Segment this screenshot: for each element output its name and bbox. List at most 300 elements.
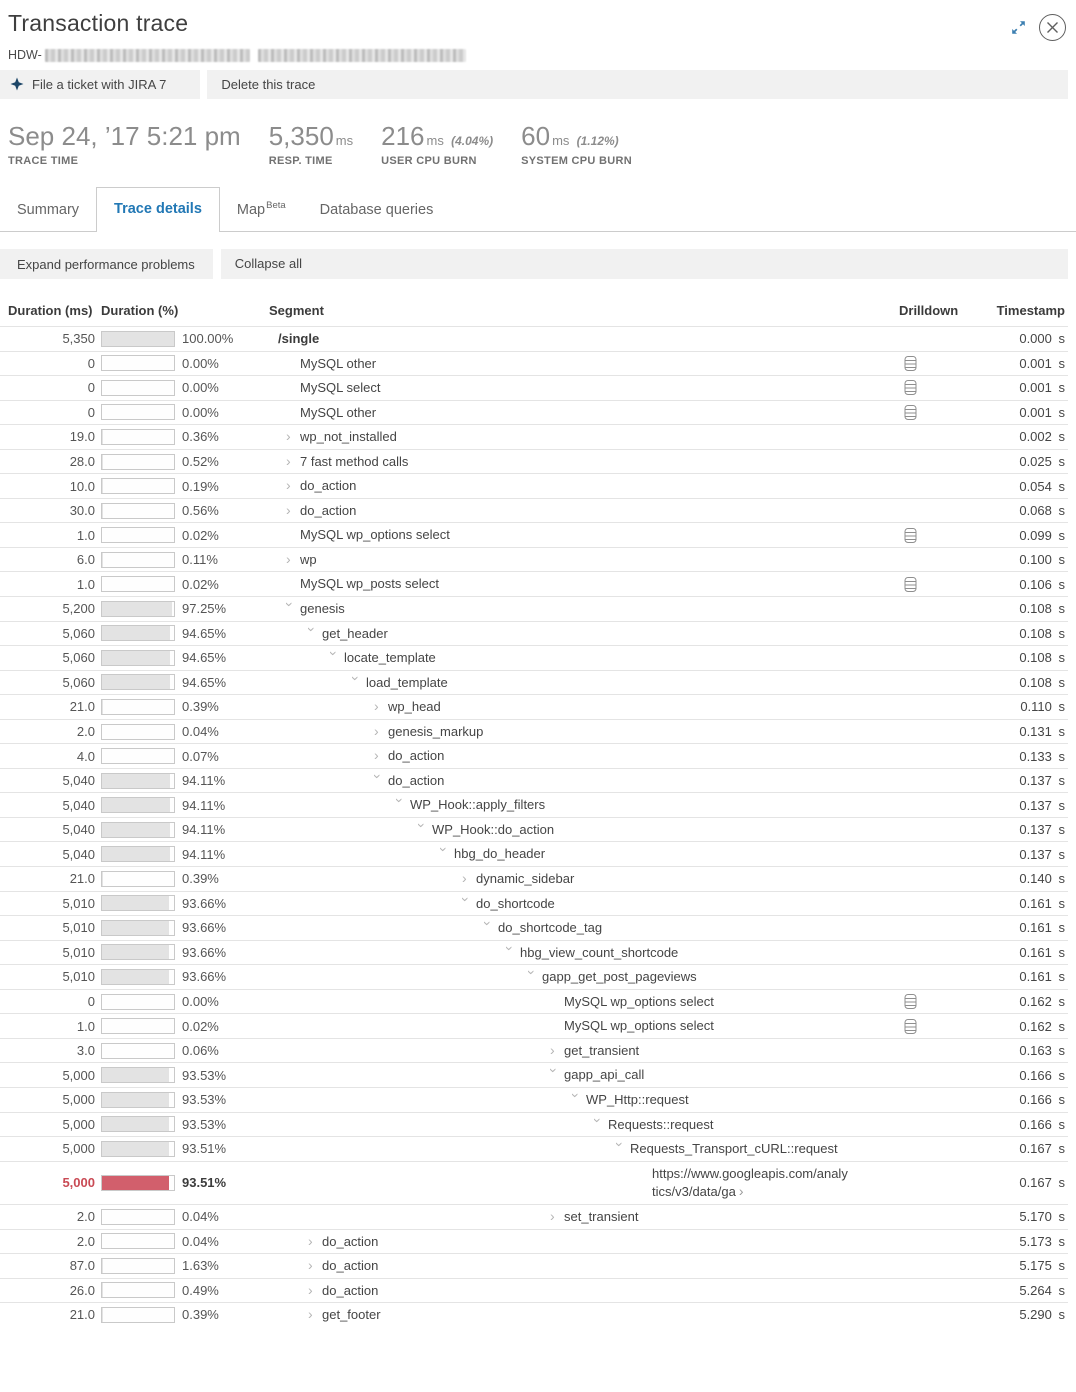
beta-badge: Beta xyxy=(266,200,286,212)
chevron-right-icon[interactable]: › xyxy=(286,501,291,518)
timestamp-value: 0.161 s xyxy=(1019,969,1065,985)
table-row[interactable] xyxy=(0,1062,1068,1087)
col-duration-pct: Duration (%) xyxy=(101,303,179,318)
segment-label: wp_head xyxy=(388,699,441,715)
tab-database-queries[interactable]: Database queries xyxy=(319,202,434,218)
segment-label: do_action xyxy=(388,772,445,788)
table-row[interactable] xyxy=(0,940,1068,965)
segment-label: do_action xyxy=(300,478,357,494)
duration-percent-value: 0.00% xyxy=(182,380,219,396)
chevron-right-icon[interactable]: › xyxy=(550,1208,555,1225)
segment-label: load_template xyxy=(366,674,448,690)
timestamp-value: 0.108 s xyxy=(1019,625,1065,641)
table-row[interactable] xyxy=(0,719,1068,744)
table-row[interactable] xyxy=(0,449,1068,474)
duration-percent-value: 0.11% xyxy=(182,552,218,568)
timestamp-value: 0.131 s xyxy=(1019,724,1065,740)
duration-ms-value: 5,350 xyxy=(62,331,95,347)
duration-ms-value: 5,010 xyxy=(62,920,95,936)
table-row[interactable] xyxy=(0,547,1068,572)
duration-percent-bar xyxy=(101,355,175,371)
segment-cell xyxy=(262,1063,893,1087)
segment-cell xyxy=(262,622,893,646)
tab-summary[interactable]: Summary xyxy=(17,202,80,218)
segment-cell xyxy=(262,793,893,817)
database-icon[interactable] xyxy=(904,404,917,421)
duration-percent-value: 0.39% xyxy=(182,1307,219,1323)
duration-ms-value: 21.0 xyxy=(69,699,95,715)
table-row[interactable] xyxy=(0,1161,1068,1204)
timestamp-value: 0.054 s xyxy=(1019,478,1065,494)
expand-performance-problems-button[interactable]: Expand performance problems xyxy=(0,249,213,279)
duration-percent-bar xyxy=(101,552,175,568)
chevron-right-icon[interactable]: › xyxy=(462,870,467,887)
duration-percent-bar xyxy=(101,699,175,715)
duration-percent-value: 93.66% xyxy=(182,969,227,985)
duration-percent-bar xyxy=(101,429,175,445)
duration-percent-value: 0.00% xyxy=(182,994,219,1010)
duration-percent-value: 94.65% xyxy=(182,650,227,666)
timestamp-value: 0.166 s xyxy=(1019,1116,1065,1132)
segment-cell xyxy=(262,916,893,940)
database-icon[interactable] xyxy=(904,993,917,1010)
duration-percent-bar xyxy=(101,454,175,470)
duration-percent-bar xyxy=(101,822,175,838)
table-row[interactable] xyxy=(0,621,1068,646)
timestamp-value: 0.108 s xyxy=(1019,601,1065,617)
duration-percent-bar xyxy=(101,1209,175,1225)
timestamp-value: 0.001 s xyxy=(1019,355,1065,371)
segment-cell xyxy=(262,376,893,400)
table-row[interactable] xyxy=(0,1038,1068,1063)
chevron-right-icon[interactable]: › xyxy=(374,698,379,715)
chevron-down-icon[interactable]: › xyxy=(370,773,386,779)
duration-ms-value: 2.0 xyxy=(76,724,95,740)
table-row[interactable] xyxy=(0,424,1068,449)
duration-ms-value: 5,000 xyxy=(62,1175,95,1191)
system-cpu-value: 60 xyxy=(521,121,551,151)
drilldown-cell xyxy=(893,993,965,1010)
duration-ms-value: 1.0 xyxy=(76,576,95,592)
duration-ms-value: 0 xyxy=(87,994,95,1010)
duration-percent-bar xyxy=(101,797,175,813)
chevron-down-icon[interactable]: › xyxy=(282,602,298,607)
table-row[interactable] xyxy=(0,351,1068,376)
segment-label: do_action xyxy=(322,1258,379,1274)
duration-percent-bar xyxy=(101,994,175,1010)
duration-percent-value: 93.66% xyxy=(182,895,227,911)
duration-ms-value: 5,010 xyxy=(62,969,95,985)
segment-label: hbg_view_count_shortcode xyxy=(520,944,679,960)
chevron-right-icon[interactable]: › xyxy=(550,1041,555,1058)
chevron-down-icon[interactable]: › xyxy=(546,1068,562,1074)
tab-map[interactable]: Map$^{Beta}$ xyxy=(236,200,286,218)
timestamp-value: 5.173 s xyxy=(1019,1233,1065,1249)
redacted-trace-id-2 xyxy=(258,49,466,62)
segment-label: gapp_api_call xyxy=(564,1067,645,1083)
table-row[interactable] xyxy=(0,1253,1068,1278)
segment-label: hbg_do_header xyxy=(454,846,546,862)
duration-percent-value: 94.11% xyxy=(182,797,226,813)
jira-icon xyxy=(10,77,24,92)
duration-percent-value: 93.51% xyxy=(182,1141,227,1157)
trace-toolbar xyxy=(0,249,1068,279)
duration-ms-value: 10.0 xyxy=(69,478,95,494)
trace-id-prefix: HDW- xyxy=(8,48,42,62)
segment-cell xyxy=(262,1113,893,1137)
duration-percent-bar xyxy=(101,503,175,519)
table-row[interactable] xyxy=(0,596,1068,621)
table-row[interactable] xyxy=(0,375,1068,400)
segment-cell xyxy=(262,425,893,449)
chevron-down-icon[interactable]: › xyxy=(590,1117,606,1123)
segment-cell xyxy=(262,769,893,793)
table-row[interactable] xyxy=(0,473,1068,498)
table-row[interactable] xyxy=(0,645,1068,670)
duration-ms-value: 5,040 xyxy=(62,846,95,862)
segment-cell xyxy=(262,1279,893,1303)
table-row[interactable] xyxy=(0,891,1068,916)
duration-percent-value: 0.04% xyxy=(182,1209,219,1225)
stat-trace-time xyxy=(8,121,241,167)
duration-percent-bar xyxy=(101,969,175,985)
segment-label: MySQL select xyxy=(300,380,381,396)
trace-rows xyxy=(0,326,1068,1327)
segment-cell xyxy=(262,1205,893,1229)
file-jira-ticket-label: File a ticket with JIRA 7 xyxy=(32,77,167,92)
database-icon[interactable] xyxy=(904,1018,917,1035)
duration-ms-value: 0 xyxy=(87,404,95,420)
duration-percent-value: 100.00% xyxy=(182,331,234,347)
duration-percent-bar xyxy=(101,380,175,396)
duration-percent-bar xyxy=(101,1307,175,1323)
segment-cell xyxy=(262,401,893,425)
duration-percent-bar xyxy=(101,601,175,617)
table-row[interactable] xyxy=(0,915,1068,940)
duration-percent-value: 0.19% xyxy=(182,478,219,494)
chevron-right-icon[interactable]: › xyxy=(286,550,291,567)
delete-trace-label: Delete this trace xyxy=(221,76,316,92)
segment-cell xyxy=(262,548,893,572)
col-timestamp: Timestamp xyxy=(996,303,1065,318)
segment-cell xyxy=(262,965,893,989)
duration-ms-value: 5,040 xyxy=(62,797,95,813)
timestamp-value: 0.108 s xyxy=(1019,650,1065,666)
duration-ms-value: 21.0 xyxy=(69,871,95,887)
table-row[interactable] xyxy=(0,1112,1068,1137)
segment-label: MySQL other xyxy=(300,404,377,420)
duration-ms-value: 19.0 xyxy=(69,429,95,445)
timestamp-value: 0.167 s xyxy=(1019,1141,1065,1157)
segment-label: get_header xyxy=(322,625,388,641)
segment-label[interactable]: https://www.googleapis.com/analytics/v3/data/ga xyxy=(652,1165,848,1200)
table-row[interactable] xyxy=(0,743,1068,768)
database-icon[interactable] xyxy=(904,355,917,372)
duration-percent-bar xyxy=(101,1141,175,1157)
duration-percent-value: 94.65% xyxy=(182,674,227,690)
duration-ms-value: 5,010 xyxy=(62,944,95,960)
col-segment: Segment xyxy=(269,303,324,318)
duration-percent-value: 93.53% xyxy=(182,1092,227,1108)
divider xyxy=(213,249,221,279)
chevron-down-icon[interactable]: › xyxy=(502,945,518,951)
chevron-down-icon[interactable]: › xyxy=(568,1092,584,1098)
trace-subtitle xyxy=(0,41,1076,68)
duration-ms-value: 2.0 xyxy=(76,1233,95,1249)
duration-ms-value: 0 xyxy=(87,380,95,396)
segment-label: get_transient xyxy=(564,1042,640,1058)
segment-cell xyxy=(262,352,893,376)
duration-percent-bar xyxy=(101,920,175,936)
duration-percent-value: 0.04% xyxy=(182,724,219,740)
timestamp-value: 0.000 s xyxy=(1019,331,1065,347)
database-icon[interactable] xyxy=(904,527,917,544)
table-row[interactable] xyxy=(0,964,1068,989)
expand-diagonal-icon[interactable] xyxy=(1010,19,1027,36)
table-row[interactable] xyxy=(0,1013,1068,1038)
timestamp-value: 5.264 s xyxy=(1019,1282,1065,1298)
duration-percent-value: 0.39% xyxy=(182,699,219,715)
table-row[interactable] xyxy=(0,841,1068,866)
duration-percent-value: 94.65% xyxy=(182,625,227,641)
duration-ms-value: 5,000 xyxy=(62,1067,95,1083)
resp-time-label: RESP. TIME xyxy=(268,155,333,167)
segment-cell xyxy=(262,892,893,916)
chevron-right-icon[interactable]: › xyxy=(286,428,291,445)
timestamp-value: 0.161 s xyxy=(1019,920,1065,936)
collapse-all-button[interactable]: Collapse all xyxy=(234,256,302,271)
user-cpu-label: USER CPU BURN xyxy=(381,155,477,167)
close-icon[interactable] xyxy=(1039,14,1066,41)
duration-percent-bar xyxy=(101,650,175,666)
stat-response-time: 5,350 ms RESP. TIME xyxy=(268,121,354,167)
duration-ms-value: 6.0 xyxy=(76,552,95,568)
timestamp-value: 0.137 s xyxy=(1019,822,1065,838)
segment-cell xyxy=(262,1230,893,1254)
duration-percent-value: 94.11% xyxy=(182,846,226,862)
chevron-down-icon[interactable]: › xyxy=(348,675,364,681)
timestamp-value: 0.099 s xyxy=(1019,527,1065,543)
table-row[interactable] xyxy=(0,522,1068,547)
tab-bar xyxy=(0,187,1076,232)
col-drilldown: Drilldown xyxy=(899,303,959,318)
table-row[interactable] xyxy=(0,1278,1068,1303)
segment-label: MySQL wp_options select xyxy=(564,1018,714,1034)
timestamp-value: 0.162 s xyxy=(1019,994,1065,1010)
duration-percent-bar xyxy=(101,773,175,789)
table-row[interactable] xyxy=(0,1087,1068,1112)
duration-ms-value: 5,040 xyxy=(62,822,95,838)
timestamp-value: 0.001 s xyxy=(1019,380,1065,396)
segment-cell xyxy=(262,818,893,842)
chevron-right-icon[interactable]: › xyxy=(308,1281,313,1298)
segment-label: MySQL wp_options select xyxy=(300,527,450,543)
segment-label: Requests::request xyxy=(608,1116,714,1132)
segment-cell xyxy=(262,671,893,695)
timestamp-value: 0.137 s xyxy=(1019,797,1065,813)
table-row[interactable] xyxy=(0,1229,1068,1254)
timestamp-value: 0.166 s xyxy=(1019,1067,1065,1083)
segment-label: MySQL wp_options select xyxy=(564,993,714,1009)
duration-ms-value: 5,000 xyxy=(62,1092,95,1108)
segment-label: dynamic_sidebar xyxy=(476,871,575,887)
chevron-right-icon[interactable]: › xyxy=(286,452,291,469)
chevron-down-icon[interactable]: › xyxy=(304,626,320,632)
database-icon[interactable] xyxy=(904,576,917,593)
segment-cell xyxy=(262,1137,893,1161)
segment-label: WP_Hook::do_action xyxy=(432,821,555,837)
chevron-down-icon[interactable]: › xyxy=(524,970,540,975)
duration-percent-bar xyxy=(101,748,175,764)
chevron-right-icon[interactable]: › xyxy=(308,1232,313,1249)
delete-trace-button[interactable] xyxy=(207,76,345,94)
chevron-right-icon[interactable]: › xyxy=(374,747,379,764)
timestamp-value: 0.137 s xyxy=(1019,773,1065,789)
timestamp-value: 0.162 s xyxy=(1019,1018,1065,1034)
table-row[interactable] xyxy=(0,1204,1068,1229)
segment-label: gapp_get_post_pageviews xyxy=(542,969,697,985)
duration-percent-bar xyxy=(101,1258,175,1274)
chevron-down-icon[interactable]: › xyxy=(612,1142,628,1147)
table-row[interactable] xyxy=(0,498,1068,523)
duration-percent-bar xyxy=(101,674,175,690)
segment-cell xyxy=(262,1303,893,1327)
segment-cell xyxy=(262,1088,893,1112)
segment-cell xyxy=(262,327,893,351)
segment-label: do_action xyxy=(300,502,357,518)
database-icon[interactable] xyxy=(904,379,917,396)
segment-cell xyxy=(262,695,893,719)
chevron-right-icon[interactable]: › xyxy=(286,477,291,494)
tab-trace-details[interactable]: Trace details xyxy=(96,187,220,232)
table-row[interactable] xyxy=(0,792,1068,817)
timestamp-value: 0.110 s xyxy=(1020,699,1065,715)
timestamp-value: 0.100 s xyxy=(1019,552,1065,568)
drilldown-cell xyxy=(893,1018,965,1035)
duration-percent-value: 93.51% xyxy=(182,1175,227,1191)
chevron-down-icon[interactable]: › xyxy=(480,921,496,926)
duration-percent-bar xyxy=(101,871,175,887)
chevron-link-icon[interactable]: › xyxy=(738,1183,744,1200)
segment-cell xyxy=(262,523,893,547)
duration-percent-bar xyxy=(101,1175,175,1191)
segment-label: do_action xyxy=(322,1233,379,1249)
segment-label: Requests_Transport_cURL::request xyxy=(630,1141,838,1157)
chevron-right-icon[interactable]: › xyxy=(374,722,379,739)
duration-percent-value: 0.00% xyxy=(182,404,219,420)
segment-label: get_footer xyxy=(322,1307,381,1323)
duration-percent-value: 0.00% xyxy=(182,355,219,371)
table-row[interactable] xyxy=(0,817,1068,842)
chevron-down-icon[interactable]: › xyxy=(436,847,452,853)
chevron-down-icon[interactable]: › xyxy=(392,798,408,804)
table-row[interactable] xyxy=(0,768,1068,793)
duration-percent-value: 0.36% xyxy=(182,429,219,445)
duration-percent-value: 1.63% xyxy=(182,1258,219,1274)
duration-percent-bar xyxy=(101,895,175,911)
file-jira-ticket-button[interactable] xyxy=(0,70,200,99)
divider xyxy=(200,70,207,99)
duration-percent-value: 0.02% xyxy=(182,527,219,543)
table-row[interactable] xyxy=(0,866,1068,891)
modal-header xyxy=(0,0,1076,41)
duration-ms-value: 5,060 xyxy=(62,625,95,641)
duration-percent-value: 0.02% xyxy=(182,1018,219,1034)
duration-percent-value: 0.49% xyxy=(182,1282,219,1298)
table-row[interactable] xyxy=(0,326,1068,351)
table-row[interactable] xyxy=(0,670,1068,695)
trace-time-label: TRACE TIME xyxy=(8,155,79,167)
duration-percent-value: 0.06% xyxy=(182,1043,219,1059)
timestamp-value: 0.001 s xyxy=(1019,404,1065,420)
segment-cell xyxy=(262,941,893,965)
table-row[interactable] xyxy=(0,1136,1068,1161)
duration-ms-value: 5,000 xyxy=(62,1116,95,1132)
segment-label: do_action xyxy=(322,1282,379,1298)
segment-cell xyxy=(262,1162,893,1204)
segment-cell xyxy=(262,499,893,523)
duration-percent-bar xyxy=(101,846,175,862)
table-row[interactable] xyxy=(0,400,1068,425)
table-row[interactable] xyxy=(0,571,1068,596)
drilldown-cell xyxy=(893,379,965,396)
timestamp-value: 5.175 s xyxy=(1019,1258,1065,1274)
segment-cell xyxy=(262,867,893,891)
col-duration-ms: Duration (ms) xyxy=(8,303,93,318)
chevron-down-icon[interactable]: › xyxy=(458,896,474,902)
timestamp-value: 0.106 s xyxy=(1019,576,1065,592)
timestamp-value: 0.108 s xyxy=(1019,674,1065,690)
chevron-down-icon[interactable]: › xyxy=(326,651,342,656)
segment-cell xyxy=(262,450,893,474)
segment-cell xyxy=(262,474,893,498)
chevron-right-icon[interactable]: › xyxy=(308,1257,313,1274)
resp-time-value: 5,350 xyxy=(268,121,334,151)
duration-percent-bar xyxy=(101,527,175,543)
duration-ms-value: 0 xyxy=(87,355,95,371)
segment-label: genesis_markup xyxy=(388,723,484,739)
duration-ms-value: 2.0 xyxy=(76,1209,95,1225)
drilldown-cell xyxy=(893,404,965,421)
segment-label: 7 fast method calls xyxy=(300,453,409,469)
duration-percent-value: 0.02% xyxy=(182,576,219,592)
duration-ms-value: 5,200 xyxy=(62,601,95,617)
duration-percent-bar xyxy=(101,1282,175,1298)
table-row[interactable] xyxy=(0,989,1068,1014)
duration-percent-bar xyxy=(101,1092,175,1108)
system-cpu-label: SYSTEM CPU BURN xyxy=(521,155,632,167)
segment-label: wp xyxy=(300,551,317,567)
trace-action-bar xyxy=(0,70,1068,99)
duration-percent-value: 97.25% xyxy=(182,601,227,617)
duration-ms-value: 1.0 xyxy=(76,527,95,543)
timestamp-value: 0.133 s xyxy=(1019,748,1065,764)
segment-label: do_shortcode_tag xyxy=(498,920,603,936)
segment-cell xyxy=(262,1254,893,1278)
duration-percent-value: 93.66% xyxy=(182,920,227,936)
drilldown-cell xyxy=(893,527,965,544)
timestamp-value: 0.068 s xyxy=(1019,503,1065,519)
chevron-right-icon[interactable]: › xyxy=(308,1306,313,1323)
segment-label: MySQL wp_posts select xyxy=(300,576,439,592)
duration-ms-value: 30.0 xyxy=(69,503,95,519)
chevron-down-icon[interactable]: › xyxy=(414,822,430,828)
table-row[interactable] xyxy=(0,694,1068,719)
segment-cell xyxy=(262,990,893,1014)
segment-label: WP_Http::request xyxy=(586,1091,689,1107)
segment-label: WP_Hook::apply_filters xyxy=(410,797,546,813)
table-row[interactable] xyxy=(0,1302,1068,1327)
